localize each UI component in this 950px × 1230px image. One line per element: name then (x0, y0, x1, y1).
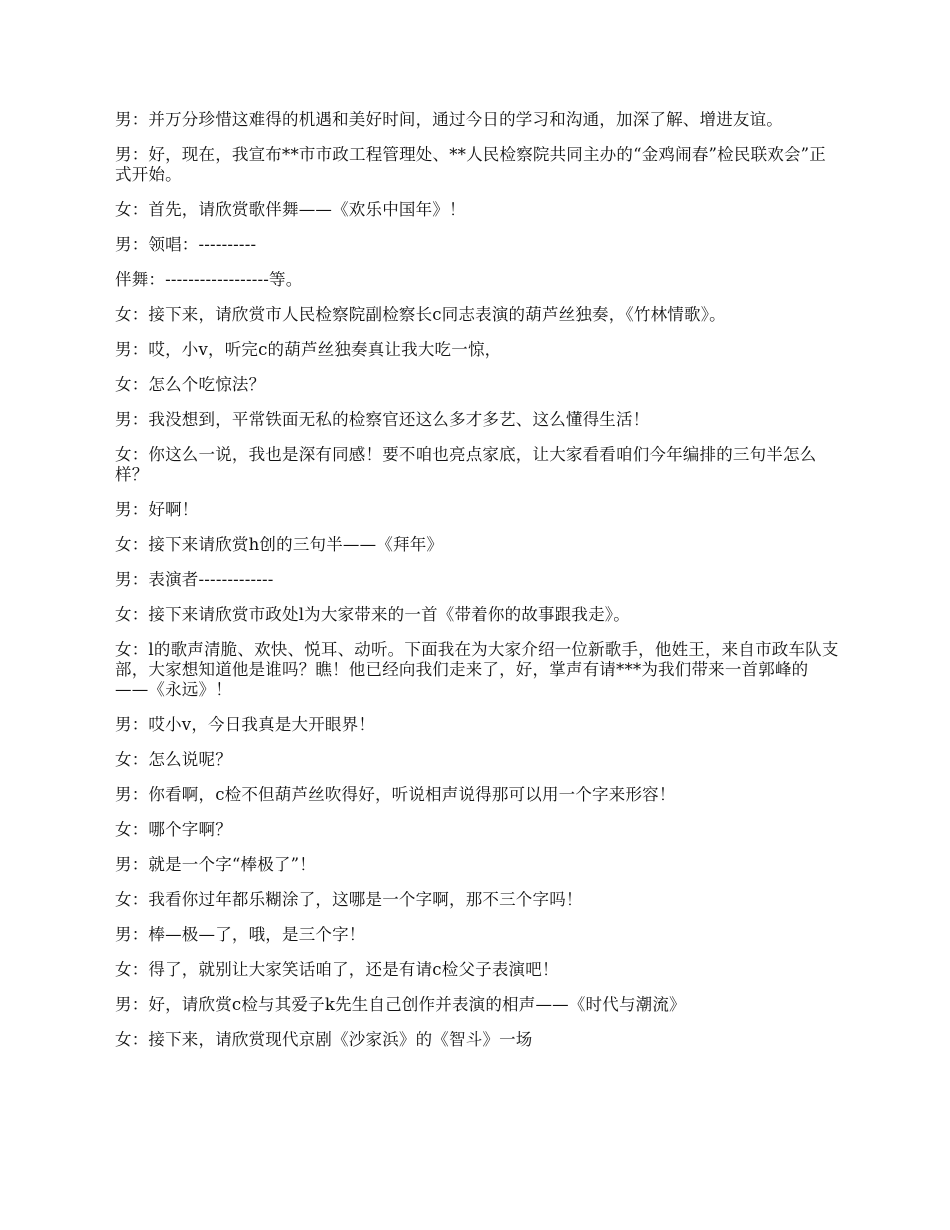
paragraph: 女：我看你过年都乐糊涂了，这哪是一个字啊，那不三个字吗！ (115, 890, 583, 909)
paragraph: 男：我没想到，平常铁面无私的检察官还这么多才多艺、这么懂得生活！ (115, 410, 650, 429)
paragraph: 女：怎么个吃惊法？ (115, 375, 266, 394)
paragraph: 男：棒—极—了，哦，是三个字！ (115, 925, 366, 944)
paragraph: 男：领唱：---------- (115, 235, 257, 254)
paragraph: 女：怎么说呢？ (115, 750, 232, 769)
paragraph: 男：好，请欣赏c检与其爱子k先生自己创作并表演的相声——《时代与潮流》 (115, 995, 686, 1014)
paragraph: 女：首先，请欣赏歌伴舞——《欢乐中国年》！ (115, 200, 466, 219)
paragraph: 女：得了，就别让大家笑话咱了，还是有请c检父子表演吧！ (115, 960, 559, 979)
paragraph: 男：哎，小v，听完c的葫芦丝独奏真让我大吃一惊， (115, 340, 502, 359)
paragraph: 男：就是一个字“棒极了”！ (115, 855, 316, 874)
paragraph: 伴舞：------------------等。 (115, 270, 303, 289)
paragraph: 男：表演者------------- (115, 570, 274, 589)
paragraph: 女：接下来请欣赏市政处l为大家带来的一首《带着你的故事跟我走》。 (115, 605, 630, 624)
paragraph: 男：好啊！ (115, 500, 199, 519)
paragraph: 女：接下来，请欣赏现代京剧《沙家浜》的《智斗》一场 (115, 1030, 533, 1049)
paragraph: 男：哎小v，今日我真是大开眼界！ (115, 715, 376, 734)
paragraph: 男：好，现在，我宣布**市市政工程管理处、**人民检察院共同主办的“金鸡闹春”检民联欢会”正式开始。 (115, 145, 827, 184)
paragraph: 男：你看啊，c检不但葫芦丝吹得好，听说相声说得那可以用一个字来形容！ (115, 785, 676, 804)
paragraph: 男：并万分珍惜这难得的机遇和美好时间，通过今日的学习和沟通，加深了解、增进友谊。 (115, 110, 783, 129)
paragraph: 女：接下来，请欣赏市人民检察院副检察长c同志表演的葫芦丝独奏，《竹林情歌》。 (115, 305, 726, 324)
paragraph: 女：你这么一说，我也是深有同感！要不咱也亮点家底，让大家看看咱们今年编排的三句半怎么样？ (115, 445, 817, 484)
paragraph: 女：哪个字啊？ (115, 820, 232, 839)
paragraph: 女：l的歌声清脆、欢快、悦耳、动听。下面我在为大家介绍一位新歌手，他姓王，来自市政车队支部，大家想知道他是谁吗？瞧！他已经向我们走来了，好，掌声有请***为我们带来一首郭峰的——《永远》！ (115, 640, 839, 699)
paragraph: 女：接下来请欣赏h创的三句半——《拜年》 (115, 535, 444, 554)
